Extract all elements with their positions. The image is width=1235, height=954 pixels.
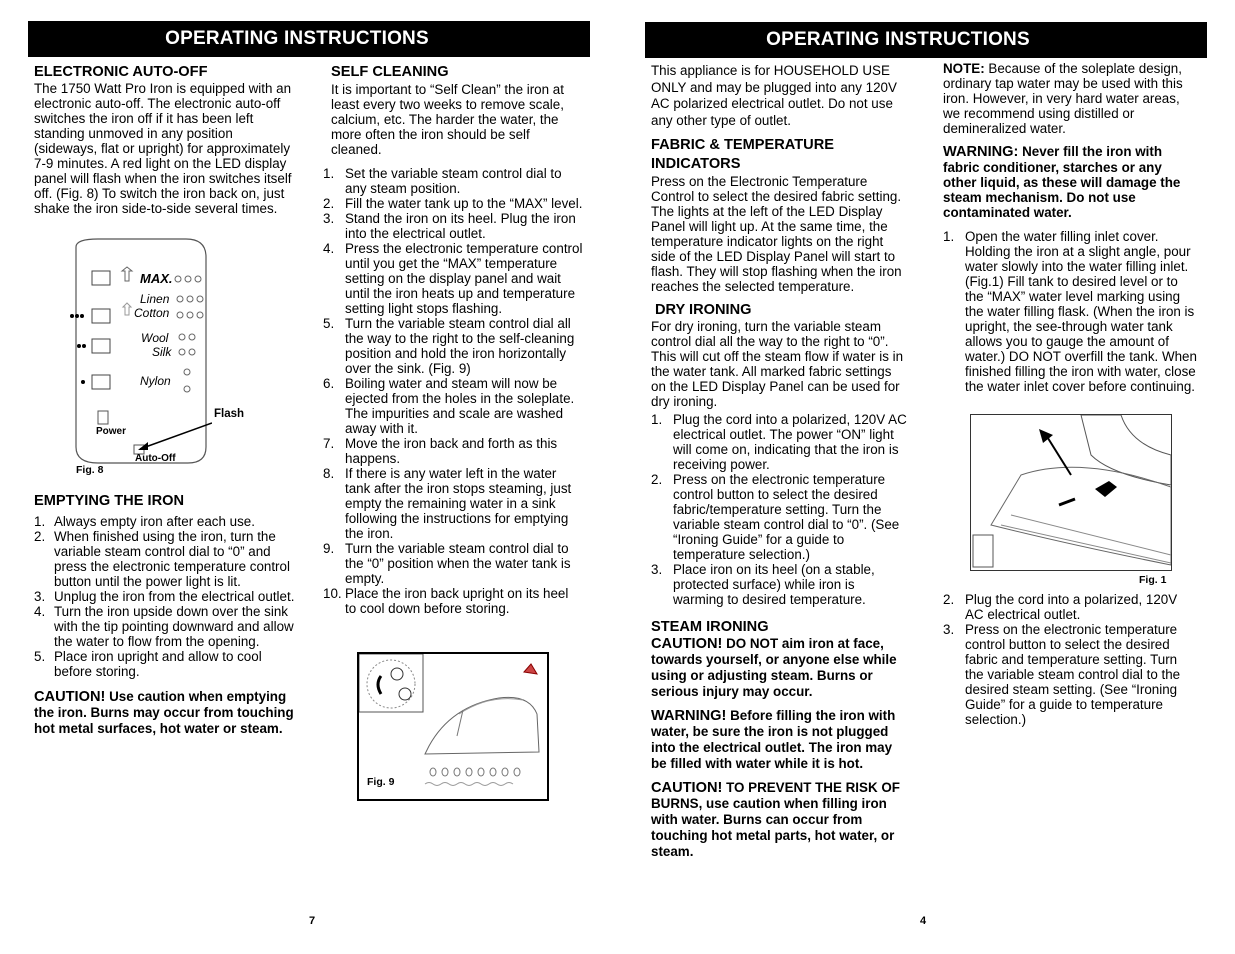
fig8-led-panel <box>68 237 212 465</box>
list-item: 5. Place iron upright and allow to cool before storing. <box>34 649 262 679</box>
list-item: 3. Press on the electronic temperature control button to select the desired fabric and temperature setting. Turn the variable steam control dial to the desired steam setting. (See “Ironing Guide” for a guide to temperature selection.) <box>943 622 1181 727</box>
fig8-power-label: Power <box>96 426 127 437</box>
fig8-auto-off-label: Auto-Off <box>135 453 176 464</box>
household-intro: This appliance is for HOUSEHOLD USE ONLY and may be plugged into any 120V AC polarized electrical outlet. Do not use any other type of outlet. <box>651 63 897 128</box>
caution-text: DO NOT aim iron at face, towards yourself, or anyone else while using or adjusting steam. Burns or serious injury may occur. <box>651 636 897 699</box>
left-page-number: 7 <box>309 915 316 927</box>
self-cleaning-intro: It is important to “Self Clean” the iron at least every two weeks to remove scale, calcium, etc. The harder the water, the more often the iron should be self cleaned. <box>331 82 564 157</box>
fig8-flash-label: Flash <box>214 408 245 420</box>
note-label: NOTE: <box>943 61 985 76</box>
list-item: 1. Set the variable steam control dial to any steam position. <box>323 166 562 196</box>
auto-off-body: The 1750 Watt Pro Iron is equipped with an electronic auto-off. The electronic auto-off switches the iron off if it has been left standing unmoved in any position (sideways, flat or upright) for approximately 7-9 minutes. A red light on the LED display panel will flash when the iron switches itself off. (Fig. 8) To switch the iron back on, just shake the iron side-to-side several times. <box>34 81 292 216</box>
right-column-2 <box>943 61 1198 394</box>
list-item: 6. Boiling water and steam will now be ejected from the holes in the soleplate. The impurities and scale are washed away with it. <box>323 376 575 436</box>
fill-steps-list-a <box>943 229 1198 394</box>
emptying-list <box>34 514 296 679</box>
list-item: 3. Place iron on its heel (on a stable, protected surface) while iron is warming to desired temperature. <box>651 562 875 607</box>
emptying-caution <box>34 689 296 737</box>
note-text: Because of the soleplate design, ordinary tap water may be used with this iron. However, in very hard water areas, we recommend using distilled or demineralized water. <box>943 61 1183 136</box>
steam-warning <box>651 708 907 772</box>
list-item: 1. Plug the cord into a polarized, 120V AC electrical outlet. The power “ON” light will come on, indicating that the iron is receiving power. <box>651 412 907 472</box>
steam-ironing-heading: STEAM IRONING <box>651 619 769 635</box>
left-column-1 <box>34 63 296 216</box>
list-item: 2. Fill the water tank up to the “MAX” level. <box>323 196 583 211</box>
list-item: 1. Always empty iron after each use. <box>34 514 255 529</box>
self-cleaning-list <box>323 166 583 616</box>
left-banner <box>28 21 590 57</box>
fig8-cotton-label: Cotton <box>134 306 170 320</box>
iron-filling-drawing <box>971 415 1171 570</box>
note-paragraph <box>943 61 1198 136</box>
caution-text: TO PREVENT THE RISK OF BURNS, use caution when filling iron with water. Burns can occur from touching hot metal parts, hot water, or steam. <box>651 780 900 859</box>
caution-text: Use caution when emptying the iron. Burns may occur from touching hot metal surfaces, hot water or steam. <box>34 689 294 736</box>
caution-label: CAUTION! <box>34 689 106 705</box>
warning-label: WARNING: <box>943 144 1019 160</box>
list-item: 4. Turn the iron upside down over the sink with the tip pointing downward and allow the water to flow from the opening. <box>34 604 294 649</box>
fig8-wool-label: Wool <box>141 331 169 345</box>
dry-ironing-list <box>651 412 907 607</box>
list-item: 1. Open the water filling inlet cover. Holding the iron at a slight angle, pour water slowly into the water filling inlet. (Fig.1) Fill tank to desired level or to the “MAX” water level marking using the water filling flask. (When the iron is upright, the see-through water tank allows you to gauge the amount of water.) DO NOT overfill the tank. When finished filling the iron with water, close the water inlet cover before continuing. <box>943 229 1197 394</box>
dry-ironing-body: For dry ironing, turn the variable steam control dial all the way to the right to “0”. This will cut off the steam flow if water is in the water tank. All marked fabric settings on the LED Display Panel can be used for dry ironing. <box>651 319 904 409</box>
right-banner-title: OPERATING INSTRUCTIONS <box>766 29 1030 50</box>
list-item: 5. Turn the variable steam control dial all the way to the right to the self-cleaning position and hold the iron horizontally over the sink. (Fig. 9) <box>323 316 575 376</box>
right-banner <box>645 22 1207 58</box>
fig1-illustration <box>970 414 1172 571</box>
left-banner-title: OPERATING INSTRUCTIONS <box>165 28 429 49</box>
list-item: 2. When finished using the iron, turn the variable steam control dial to “0” and press the electronic temperature control button until the power light is lit. <box>34 529 290 589</box>
fabric-body: Press on the Electronic Temperature Control to select the desired fabric setting. The lights at the left of the LED Display Panel will light up. At the same time, the temperature indicator lights on the right side of the LED Display Panel will start to flash. They will stop flashing when the iron reaches the selected temperature. <box>651 174 902 294</box>
steam-caution <box>651 636 907 700</box>
list-item: 4. Press the electronic temperature control until you get the “MAX” temperature setting on the display panel and wait until the iron heats up and temperature setting light stops flashing. <box>323 241 583 316</box>
fig9-caption: Fig. 9 <box>367 776 395 788</box>
left-column-2 <box>323 63 583 616</box>
caution-label: CAUTION! <box>651 636 723 652</box>
fill-steps-list-b <box>943 592 1198 727</box>
warning-text: Before filling the iron with water, be sure the iron is not plugged into the electrical outlet. The iron may be filled with water while it is hot. <box>651 708 896 771</box>
emptying-heading: EMPTYING THE IRON <box>34 493 184 509</box>
list-item: 10. Place the iron back upright on its heel to cool down before storing. <box>323 586 569 616</box>
list-item: 2. Plug the cord into a polarized, 120V AC electrical outlet. <box>943 592 1178 622</box>
warning-label: WARNING! <box>651 708 727 724</box>
fig8-max-label: MAX. <box>140 271 173 286</box>
list-item: 3. Stand the iron on its heel. Plug the iron into the electrical outlet. <box>323 211 576 241</box>
list-item: 8. If there is any water left in the water tank after the iron stops steaming, just empty the remaining water in a sink following the instructions for emptying the iron. <box>323 466 572 541</box>
self-cleaning-heading: SELF CLEANING <box>331 64 449 80</box>
list-item: 2. Press on the electronic temperature control button to select the desired fabric/temperature setting. Turn the variable steam control dial to “0”. (See “Ironing Guide” for a guide to temperature selection.) <box>651 472 900 562</box>
right-page-number: 4 <box>920 915 927 927</box>
fill-steps-continued <box>943 592 1198 727</box>
fig8-caption: Fig. 8 <box>76 464 104 476</box>
fig8-silk-label: Silk <box>152 345 172 359</box>
fig8-nylon-label: Nylon <box>140 374 171 388</box>
warning-text: Never fill the iron with fabric conditioner, starches or any other liquid, as these will damage the steam mechanism. Do not use contaminated water. <box>943 144 1181 220</box>
fabric-heading: FABRIC & TEMPERATURE INDICATORS <box>651 137 834 172</box>
fig9-illustration <box>357 652 549 801</box>
fig1-caption: Fig. 1 <box>1139 574 1167 586</box>
right-column-1 <box>651 63 907 860</box>
auto-off-heading: ELECTRONIC AUTO-OFF <box>34 64 208 80</box>
fig8-linen-label: Linen <box>140 292 170 306</box>
warning-paragraph <box>943 144 1198 220</box>
list-item: 3. Unplug the iron from the electrical outlet. <box>34 589 295 604</box>
list-item: 7. Move the iron back and forth as this happens. <box>323 436 558 466</box>
caution-label: CAUTION! <box>651 780 723 796</box>
steam-caution-2 <box>651 780 907 860</box>
list-item: 9. Turn the variable steam control dial to the “0” position when the water tank is empty. <box>323 541 571 586</box>
dry-ironing-heading: DRY IRONING <box>655 302 752 318</box>
emptying-section <box>34 492 296 737</box>
